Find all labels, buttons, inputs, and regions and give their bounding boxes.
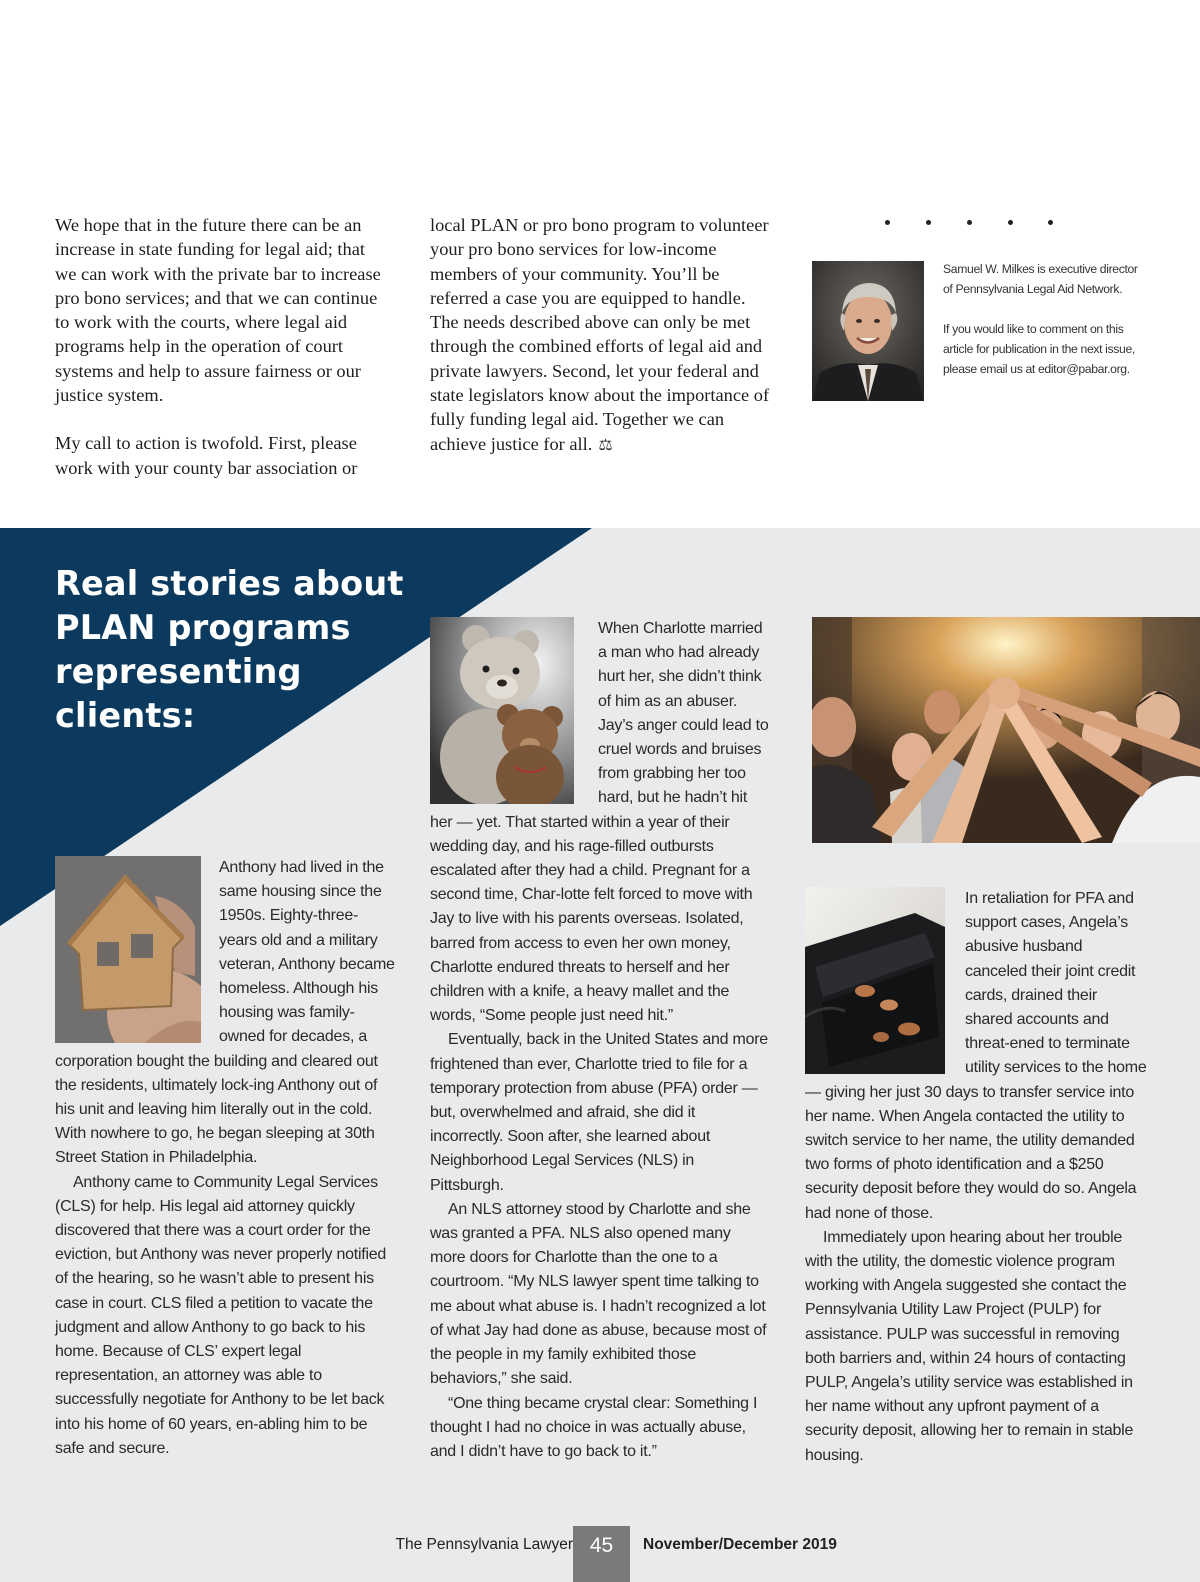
article-column-2 bbox=[430, 213, 770, 458]
article-paragraph: We hope that in the future there can be an increase in state funding for legal aid; that we can work with the private bar to increase pro bono services; and that we can continue to work with the courts, where legal aid programs help in the operation of court systems and help to assure fairness or our justice system. bbox=[55, 215, 381, 406]
issue-date: November/December 2019 bbox=[643, 1536, 837, 1553]
publication-name: The Pennsylvania Lawyer bbox=[395, 1536, 573, 1553]
panel-title: Real stories about PLAN programs representing clients: bbox=[55, 564, 404, 735]
author-photo bbox=[812, 261, 924, 401]
story-paragraph: “One thing became crystal clear: Something I thought I had no choice in was actually abuse, and I didn’t have to go back to it.” bbox=[430, 1394, 758, 1460]
story-charlotte bbox=[430, 617, 770, 1464]
story-paragraph: Anthony came to Community Legal Services (CLS) for help. His legal aid attorney quickly discovered that there was a court order for the eviction, but Anthony was never properly notified of the hearing, so he wasn’t able to present his case in court. CLS filed a petition to vacate the judgment and allow Anthony to go back to his home. Because of CLS’ expert legal representation, an attorney was able to successfully negotiate for Anthony to be let back into his home of 60 years, en-abling him to be safe and secure. bbox=[55, 1173, 387, 1457]
article-paragraph: My call to action is twofold. First, please work with your county bar association or bbox=[55, 433, 358, 478]
dot-divider bbox=[872, 216, 1072, 230]
cardboard-house-photo bbox=[55, 856, 201, 1043]
story-paragraph: In retaliation for PFA and support cases, Angela’s abusive husband canceled their joint credit cards, drained their shared accounts and threat-ened to terminate utility services to the home — giving her just 30 days to transfer service into her name. When Angela contacted the utility to switch service to her name, the utility demanded two forms of photo identification and a $250 security deposit before they would do so. Angela had none of those. bbox=[805, 890, 1147, 1222]
story-anthony bbox=[55, 856, 395, 1461]
story-paragraph: Immediately upon hearing about her trouble with the utility, the domestic violence program working with Angela suggested she contact the Pennsylvania Utility Law Project (PULP) for assistance. PULP was successful in removing both barriers and, within 24 hours of contacting PULP, Angela’s utility service was established in her name without any upfront payment of a security deposit, allowing her to remain in stable housing. bbox=[805, 1228, 1134, 1464]
story-paragraph: An NLS attorney stood by Charlotte and she was granted a PFA. NLS also opened many more doors for Charlotte than the one to a courtroom. “My NLS lawyer spent time talking to me about what abuse is. I hadn’t recognized a lot of what Jay had done as abuse, because most of the people in my family exhibited those behaviors,” she said. bbox=[430, 1200, 767, 1388]
teddy-bears-photo bbox=[430, 617, 574, 804]
article-paragraph: local PLAN or pro bono program to volunteer your pro bono services for low-income members of your community. You’ll be referred a case you are equipped to handle. The needs described above can only be met through the combined efforts of legal aid and private lawyers. Second, let your federal and state legislators know about the importance of fully funding legal aid. Together we can achieve justice for all. ⚖ bbox=[430, 215, 770, 454]
empty-wallet-photo bbox=[805, 887, 945, 1074]
article-column-1 bbox=[55, 213, 390, 480]
story-angela bbox=[805, 887, 1147, 1468]
scales-icon: ⚖ bbox=[598, 436, 613, 454]
story-paragraph: Eventually, back in the United States and more frightened than ever, Charlotte tried to file for a temporary protection from abuse (PFA) order — but, overwhelmed and afraid, she did it incorrectly. Soon after, she learned about Neighborhood Legal Services (NLS) in Pittsburgh. bbox=[430, 1031, 768, 1194]
group-high-five-photo bbox=[812, 617, 1200, 843]
page-number: 45 bbox=[573, 1526, 630, 1582]
author-bio-text: Samuel W. Milkes is executive director of Pennsylvania Legal Aid Network. bbox=[943, 262, 1138, 296]
story-paragraph: Anthony had lived in the same housing since the 1950s. Eighty-three-years old and a military veteran, Anthony became homeless. Although his housing was family-owned for decades, a corporation bought the building and cleared out the residents, ultimately lock-ing Anthony out of his unit and leaving him literally out in the cold. With nowhere to go, he began sleeping at 30th Street Station in Philadelphia. bbox=[55, 859, 395, 1167]
author-bio bbox=[943, 259, 1143, 399]
story-paragraph: When Charlotte married a man who had already hurt her, she didn’t think of him as an abuser. Jay’s anger could lead to cruel words and bruises from grabbing her too hard, but he hadn’t hit her — yet. That started within a year of their wedding day, and his rage-filled outbursts escalated after they had a child. Pregnant for a second time, Char-lotte felt forced to move with Jay to live with his parents overseas. Isolated, barred from access to even her own money, Charlotte endured threats to herself and her children with a knife, a heavy mallet and the words, “Some people just need hit.” bbox=[430, 620, 769, 1025]
comment-note: If you would like to comment on this article for publication in the next issue, please email us at editor@pabar.org. bbox=[943, 322, 1135, 376]
page-footer bbox=[0, 1526, 1200, 1582]
